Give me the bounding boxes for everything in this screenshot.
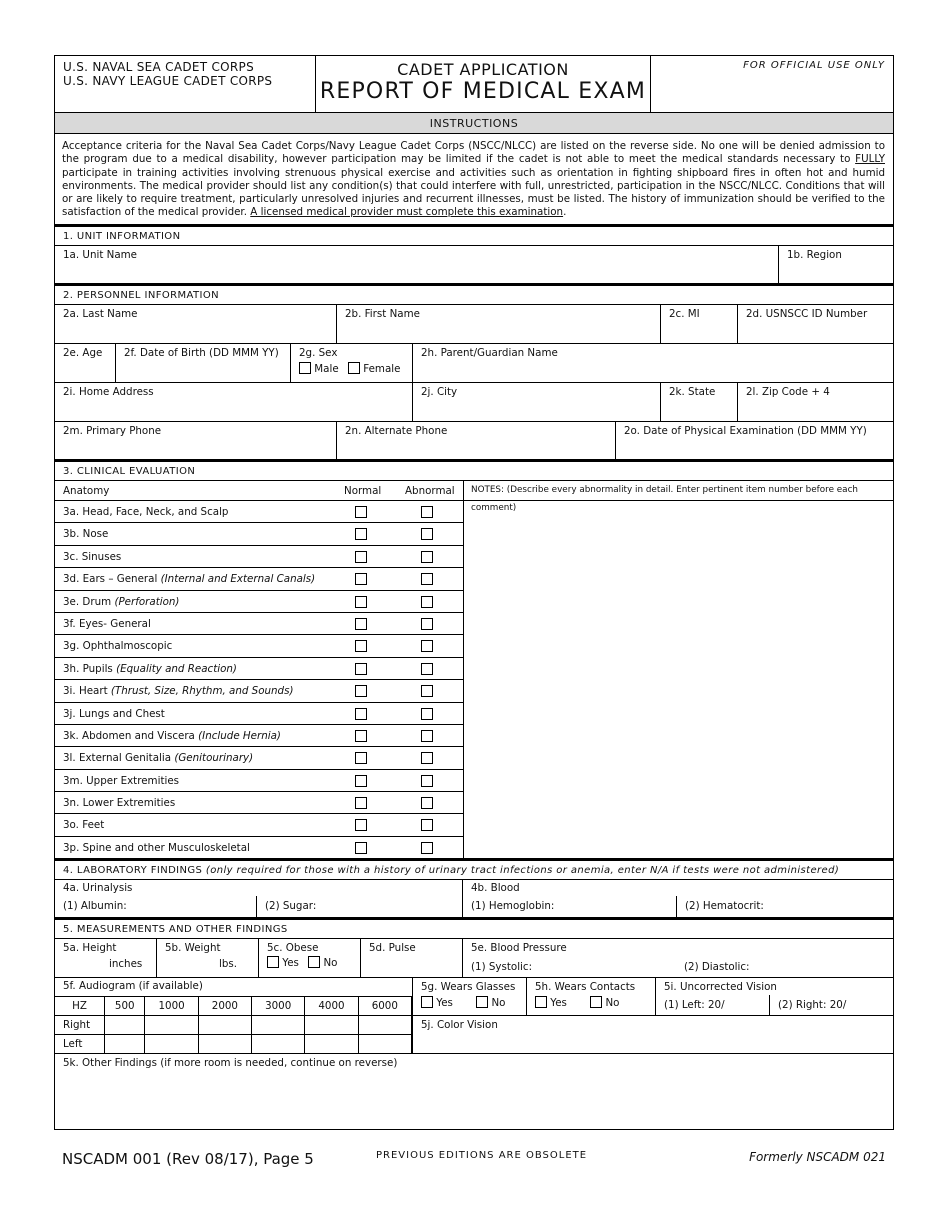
- audiogram-cell[interactable]: [145, 1035, 198, 1054]
- obese-field: [259, 939, 361, 977]
- glasses-yes-checkbox[interactable]: [421, 996, 433, 1008]
- anatomy-row: [55, 568, 463, 590]
- notes-header: NOTES: (Describe every abnormality in detail. Enter pertinent item number before each comment): [464, 481, 893, 501]
- instructions-part-c: A licensed medical provider must complete this examination: [250, 206, 564, 219]
- anatomy-header: [55, 481, 463, 501]
- lab-findings-row: [54, 880, 894, 920]
- abnormal-checkbox[interactable]: [421, 640, 433, 652]
- anatomy-item-label: 3h. Pupils: [63, 662, 117, 675]
- normal-checkbox[interactable]: [355, 618, 367, 630]
- zip-label: 2l. Zip Code + 4: [746, 386, 830, 398]
- obese-no-label: No: [323, 957, 338, 969]
- abnormal-header: Abnormal: [405, 485, 455, 497]
- anatomy-item-note: (Thrust, Size, Rhythm, and Sounds): [110, 685, 294, 698]
- blood-field: [463, 880, 893, 917]
- anatomy-item-label: 3n. Lower Extremities: [63, 797, 176, 810]
- form-header: [54, 55, 894, 113]
- org-line-1: U.S. NAVAL SEA CADET CORPS: [63, 60, 255, 74]
- normal-checkbox[interactable]: [355, 663, 367, 675]
- anatomy-row: [55, 770, 463, 792]
- audiogram-cell[interactable]: [105, 1016, 145, 1035]
- clinical-evaluation: [54, 481, 894, 861]
- alternate-phone-label: 2n. Alternate Phone: [345, 425, 448, 437]
- official-use-label: FOR OFFICIAL USE ONLY: [743, 60, 885, 71]
- anatomy-row: [55, 792, 463, 814]
- abnormal-checkbox[interactable]: [421, 842, 433, 854]
- audiogram-table: [54, 996, 412, 1054]
- contacts-yes-checkbox[interactable]: [535, 996, 547, 1008]
- glasses-field: [413, 978, 527, 1015]
- freq-1000: 1000: [145, 997, 198, 1016]
- audiogram-label: 5f. Audiogram (if available): [63, 980, 203, 992]
- lab-section-note: (only required for those with a history of urinary tract infections or anemia, enter N/A if tests were not administered): [205, 865, 840, 876]
- personnel-row-1: [54, 305, 894, 344]
- abnormal-checkbox[interactable]: [421, 797, 433, 809]
- male-label: Male: [314, 363, 339, 375]
- freq-500: 500: [105, 997, 145, 1016]
- exam-date-label: 2o. Date of Physical Examination (DD MMM YY): [624, 425, 867, 437]
- normal-checkbox[interactable]: [355, 573, 367, 585]
- contacts-yes-label: Yes: [550, 997, 567, 1009]
- right-vision-label: (2) Right: 20/: [778, 999, 847, 1011]
- anatomy-item-label: 3o. Feet: [63, 819, 105, 832]
- address-label: 2i. Home Address: [63, 386, 154, 398]
- other-findings-field[interactable]: [54, 1054, 894, 1130]
- albumin-label: (1) Albumin:: [63, 900, 127, 912]
- uncorrected-vision-label: 5i. Uncorrected Vision: [664, 981, 777, 993]
- normal-checkbox[interactable]: [355, 775, 367, 787]
- color-vision-field[interactable]: [413, 1016, 893, 1054]
- unit-row: [54, 246, 894, 286]
- contacts-field: [527, 978, 656, 1015]
- guardian-field[interactable]: [413, 344, 893, 382]
- city-field[interactable]: [413, 383, 661, 421]
- anatomy-item-label: 3k. Abdomen and Viscera: [63, 729, 199, 742]
- anatomy-row: [55, 680, 463, 702]
- hz-label: HZ: [55, 997, 105, 1016]
- abnormal-checkbox[interactable]: [421, 528, 433, 540]
- anatomy-item-note: (Internal and External Canals): [160, 573, 316, 586]
- personnel-row-4: [54, 422, 894, 462]
- lbs-unit: lbs.: [219, 958, 238, 970]
- abnormal-checkbox[interactable]: [421, 506, 433, 518]
- instructions-heading: INSTRUCTIONS: [54, 113, 894, 134]
- glasses-yes-label: Yes: [436, 997, 453, 1009]
- left-ear-label: Left: [55, 1035, 105, 1054]
- normal-checkbox[interactable]: [355, 506, 367, 518]
- anatomy-item-note: (Include Hernia): [198, 729, 281, 742]
- abnormal-checkbox[interactable]: [421, 730, 433, 742]
- city-label: 2j. City: [421, 386, 458, 398]
- personnel-row-2: [54, 344, 894, 383]
- abnormal-checkbox[interactable]: [421, 596, 433, 608]
- state-field[interactable]: [661, 383, 738, 421]
- abnormal-checkbox[interactable]: [421, 663, 433, 675]
- vision-row: [413, 978, 893, 1016]
- normal-checkbox[interactable]: [355, 596, 367, 608]
- audiogram-cell[interactable]: [198, 1035, 251, 1054]
- contacts-no-label: No: [605, 997, 620, 1009]
- normal-checkbox[interactable]: [355, 842, 367, 854]
- anatomy-row: [55, 591, 463, 613]
- age-label: 2e. Age: [63, 347, 103, 359]
- normal-checkbox[interactable]: [355, 797, 367, 809]
- glasses-no-checkbox[interactable]: [476, 996, 488, 1008]
- normal-header: Normal: [344, 485, 382, 497]
- anatomy-item-label: 3d. Ears – General: [63, 573, 161, 586]
- page-title: REPORT OF MEDICAL EXAM: [319, 79, 647, 104]
- abnormal-checkbox[interactable]: [421, 551, 433, 563]
- male-checkbox[interactable]: [299, 362, 311, 374]
- anatomy-item-label: 3j. Lungs and Chest: [63, 707, 165, 720]
- abnormal-checkbox[interactable]: [421, 618, 433, 630]
- anatomy-row: [55, 747, 463, 769]
- height-field[interactable]: [55, 939, 157, 977]
- unit-name-field[interactable]: [55, 246, 779, 283]
- urinalysis-field: [55, 880, 463, 917]
- audiogram-cell[interactable]: [145, 1016, 198, 1035]
- pulse-label: 5d. Pulse: [369, 942, 416, 954]
- zip-field[interactable]: [738, 383, 893, 421]
- anatomy-row: [55, 837, 463, 859]
- dob-label: 2f. Date of Birth (DD MMM YY): [124, 347, 279, 359]
- anatomy-row: [55, 523, 463, 545]
- hemoglobin-label: (1) Hemoglobin:: [471, 900, 555, 912]
- anatomy-item-note: (Perforation): [114, 595, 180, 608]
- medical-exam-form: [54, 55, 894, 1130]
- anatomy-item-label: 3p. Spine and other Musculoskeletal: [63, 841, 250, 854]
- region-field[interactable]: [779, 246, 893, 283]
- anatomy-list: [55, 481, 463, 859]
- abnormal-checkbox[interactable]: [421, 775, 433, 787]
- audiogram-right-row: [55, 1016, 412, 1035]
- mi-field[interactable]: [661, 305, 738, 343]
- obese-yes-checkbox[interactable]: [267, 956, 279, 968]
- color-vision-label: 5j. Color Vision: [421, 1019, 498, 1031]
- audiogram-cell[interactable]: [305, 1016, 358, 1035]
- freq-6000: 6000: [358, 997, 411, 1016]
- sugar-field[interactable]: [256, 896, 316, 917]
- pulse-field[interactable]: [361, 939, 463, 977]
- anatomy-row: [55, 613, 463, 635]
- abnormal-checkbox[interactable]: [421, 685, 433, 697]
- alternate-phone-field[interactable]: [337, 422, 616, 459]
- obese-label: 5c. Obese: [267, 942, 319, 954]
- age-field[interactable]: [55, 344, 116, 382]
- anatomy-item-label: 3f. Eyes- General: [63, 617, 151, 630]
- uncorrected-vision-field: [656, 978, 893, 1015]
- right-vision-field[interactable]: [770, 995, 893, 1016]
- other-findings-label: 5k. Other Findings (if more room is needed, continue on reverse): [63, 1057, 398, 1069]
- freq-3000: 3000: [252, 997, 305, 1016]
- blood-pressure-label: 5e. Blood Pressure: [471, 942, 567, 954]
- blood-label: 4b. Blood: [471, 882, 520, 894]
- instructions-end: .: [563, 206, 567, 219]
- anatomy-item-label: 3e. Drum: [63, 595, 115, 608]
- systolic-label[interactable]: (1) Systolic:: [471, 961, 533, 973]
- instructions-part-a: Acceptance criteria for the Naval Sea Cadet Corps/Navy League Cadet Corps (NSCC/NLCC) are listed on the reverse side. No one will be denied admission to the program due to a medical disability, however participation may be limited if the cadet is not able to meet the medical standards necessary to: [62, 140, 885, 166]
- diastolic-label[interactable]: (2) Diastolic:: [684, 961, 750, 973]
- anatomy-row: [55, 703, 463, 725]
- state-label: 2k. State: [669, 386, 716, 398]
- exam-date-field[interactable]: [616, 422, 893, 459]
- anatomy-item-note: (Equality and Reaction): [116, 662, 237, 675]
- sex-field: [291, 344, 413, 382]
- instructions-fully: FULLY: [855, 153, 885, 166]
- anatomy-row: [55, 725, 463, 747]
- last-name-label: 2a. Last Name: [63, 308, 138, 320]
- personnel-row-3: [54, 383, 894, 422]
- lab-section-title: 4. LABORATORY FINDINGS: [63, 865, 206, 876]
- contacts-label: 5h. Wears Contacts: [535, 981, 636, 993]
- section-clinical-evaluation: 3. CLINICAL EVALUATION: [54, 462, 894, 481]
- anatomy-row: [55, 658, 463, 680]
- right-ear-label: Right: [55, 1016, 105, 1035]
- abnormal-checkbox[interactable]: [421, 752, 433, 764]
- audiogram-cell[interactable]: [358, 1035, 411, 1054]
- obese-yes-label: Yes: [282, 957, 299, 969]
- freq-2000: 2000: [198, 997, 251, 1016]
- contacts-no-checkbox[interactable]: [590, 996, 602, 1008]
- normal-checkbox[interactable]: [355, 640, 367, 652]
- left-vision-label: (1) Left: 20/: [664, 999, 725, 1011]
- anatomy-item-note: (Genitourinary): [174, 752, 254, 765]
- anatomy-row: [55, 501, 463, 523]
- audiogram-cell[interactable]: [252, 1035, 305, 1054]
- primary-phone-label: 2m. Primary Phone: [63, 425, 162, 437]
- formerly-label: Formerly NSCADM 021: [749, 1150, 886, 1164]
- measurements-row-1: [54, 939, 894, 978]
- weight-label: 5b. Weight: [165, 942, 221, 954]
- title-top: CADET APPLICATION: [397, 60, 569, 79]
- weight-field[interactable]: [157, 939, 259, 977]
- address-field[interactable]: [55, 383, 413, 421]
- anatomy-row: [55, 814, 463, 836]
- primary-phone-field[interactable]: [55, 422, 337, 459]
- normal-checkbox[interactable]: [355, 730, 367, 742]
- height-label: 5a. Height: [63, 942, 117, 954]
- anatomy-item-label: 3i. Heart: [63, 685, 111, 698]
- dob-field[interactable]: [116, 344, 291, 382]
- anatomy-label: Anatomy: [63, 485, 110, 497]
- mi-label: 2c. MI: [669, 308, 700, 320]
- instructions-part-b: participate in training activities involving strenuous physical exercise and activities such as orientation in fighting shipboard fires in often hot and humid environments. The medical provider should list any condition(s) that could interfere with full, unrestricted, participation in the NSCC/NLCC. Conditions that will or are likely to require treatment, particularly unresolved injuries and recurrent illnesses, must be listed. The history of immunization should be verified to the satisfaction of the medical provider.: [62, 166, 885, 219]
- anatomy-item-label: 3c. Sinuses: [63, 550, 122, 563]
- blood-pressure-field: [463, 939, 893, 977]
- first-name-label: 2b. First Name: [345, 308, 420, 320]
- normal-checkbox[interactable]: [355, 528, 367, 540]
- first-name-field[interactable]: [337, 305, 661, 343]
- sex-label: 2g. Sex: [299, 347, 338, 359]
- last-name-field[interactable]: [55, 305, 337, 343]
- hematocrit-field[interactable]: [676, 896, 764, 917]
- female-label: Female: [363, 363, 401, 375]
- obsolete-notice: PREVIOUS EDITIONS ARE OBSOLETE: [376, 1150, 588, 1161]
- unit-name-label: 1a. Unit Name: [63, 249, 138, 261]
- sugar-label: (2) Sugar:: [265, 900, 317, 912]
- org-line-2: U.S. NAVY LEAGUE CADET CORPS: [63, 74, 273, 88]
- audiogram-cell[interactable]: [252, 1016, 305, 1035]
- section-measurements: 5. MEASUREMENTS AND OTHER FINDINGS: [54, 920, 894, 939]
- abnormal-checkbox[interactable]: [421, 573, 433, 585]
- region-label: 1b. Region: [787, 249, 842, 261]
- hematocrit-label: (2) Hematocrit:: [685, 900, 764, 912]
- audiogram-cell[interactable]: [305, 1035, 358, 1054]
- normal-checkbox[interactable]: [355, 551, 367, 563]
- anatomy-item-label: 3g. Ophthalmoscopic: [63, 640, 173, 653]
- section-laboratory-findings: [54, 861, 894, 880]
- title-box: [315, 55, 651, 113]
- normal-checkbox[interactable]: [355, 685, 367, 697]
- audiogram-left-row: [55, 1035, 412, 1054]
- section-personnel-information: 2. PERSONNEL INFORMATION: [54, 286, 894, 305]
- instructions-text: [54, 134, 894, 227]
- normal-checkbox[interactable]: [355, 708, 367, 720]
- guardian-label: 2h. Parent/Guardian Name: [421, 347, 558, 359]
- urinalysis-label: 4a. Urinalysis: [63, 882, 133, 894]
- glasses-label: 5g. Wears Glasses: [421, 981, 516, 993]
- glasses-no-label: No: [491, 997, 506, 1009]
- normal-checkbox[interactable]: [355, 752, 367, 764]
- anatomy-row: [55, 635, 463, 657]
- female-checkbox[interactable]: [348, 362, 360, 374]
- usnscc-id-label: 2d. USNSCC ID Number: [746, 308, 868, 320]
- normal-checkbox[interactable]: [355, 819, 367, 831]
- audiogram-cell[interactable]: [105, 1035, 145, 1054]
- section-unit-information: 1. UNIT INFORMATION: [54, 227, 894, 246]
- audiogram-header-row: [55, 997, 412, 1016]
- freq-4000: 4000: [305, 997, 358, 1016]
- obese-no-checkbox[interactable]: [308, 956, 320, 968]
- inches-unit: inches: [109, 958, 143, 970]
- left-vision-field[interactable]: [656, 995, 770, 1016]
- anatomy-item-label: 3b. Nose: [63, 528, 109, 541]
- audiogram-cell[interactable]: [198, 1016, 251, 1035]
- organization-names: [63, 60, 272, 88]
- anatomy-row: [55, 546, 463, 568]
- anatomy-item-label: 3m. Upper Extremities: [63, 774, 180, 787]
- audiogram-block: [55, 978, 413, 1054]
- notes-area[interactable]: [463, 481, 893, 858]
- anatomy-item-label: 3a. Head, Face, Neck, and Scalp: [63, 506, 229, 518]
- abnormal-checkbox[interactable]: [421, 819, 433, 831]
- form-id: NSCADM 001 (Rev 08/17), Page 5: [62, 1150, 314, 1168]
- anatomy-item-label: 3l. External Genitalia: [63, 752, 175, 765]
- measurements-row-2: [54, 978, 894, 1054]
- form-footer: [54, 1147, 894, 1177]
- usnscc-id-field[interactable]: [738, 305, 893, 343]
- audiogram-cell[interactable]: [358, 1016, 411, 1035]
- abnormal-checkbox[interactable]: [421, 708, 433, 720]
